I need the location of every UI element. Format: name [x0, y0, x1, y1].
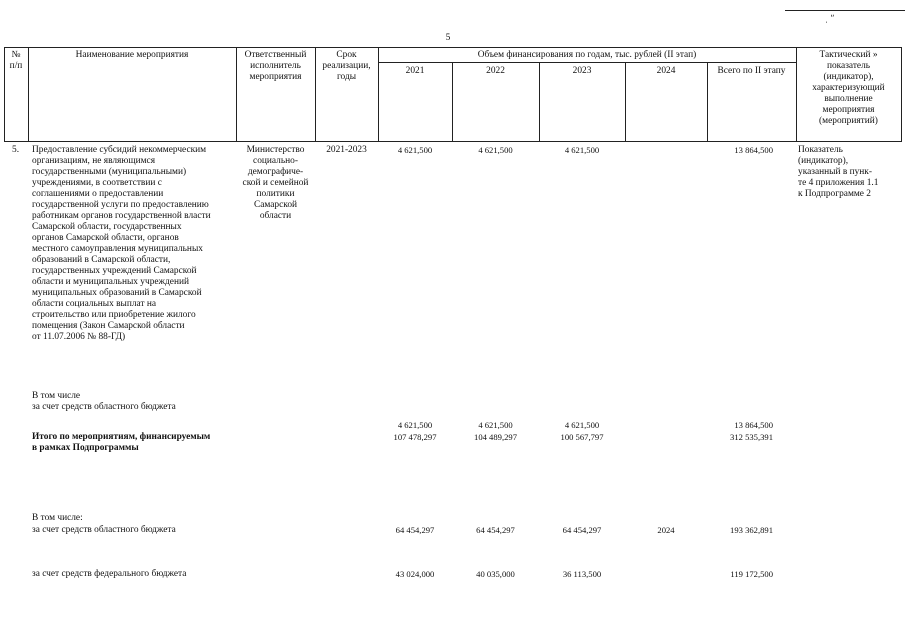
- including-label: В том числе за счет средств областного бюджета: [32, 391, 176, 412]
- header-year-2021: 2021: [405, 66, 425, 76]
- row-value-2021: 4 621,500: [397, 145, 433, 155]
- breakdown-label: В том числе:: [32, 513, 83, 523]
- regional-label: за счет средств областного бюджета: [32, 525, 176, 535]
- page-number: 5: [445, 33, 451, 43]
- row-indicator: Показатель (индикатор), указанный в пунк- те 4 приложения 1.1 к Подпрограмме 2: [798, 145, 879, 199]
- total-value-2021: 107 478,297: [393, 432, 437, 442]
- row-executor: Министерство социально- демографиче- ской и семейной политики Самарской области: [242, 145, 309, 221]
- row-event-name: Предоставление субсидий некоммерческим организациям, не являющимся государственными (муниципальными) учреждениями, в соответствии с соглашениями о предоставлении государственной услуги по предоставлению работникам органов государственной власти Самарской области, государственных органов Самарской области, органов местного самоуправления муниципальных образований в Самарской области, государственных учреждений Самарской области и муниципальных учреждений муниципальных образований в Самарской области социальных выплат на строительство или приобретение жилого помещения (Закон Самарской области от 11.07.2006 № 88-ГД): [32, 145, 211, 342]
- corner-marks: ˌ ʺ: [825, 14, 834, 24]
- header-number: № п/п: [9, 50, 23, 71]
- regional-value-total: 193 362,891: [730, 525, 773, 535]
- including-value-2021: 4 621,500: [397, 420, 433, 430]
- header-executor: Ответственный исполнитель мероприятия: [244, 50, 307, 82]
- total-value-total: 312 535,391: [730, 432, 773, 442]
- regional-value-2021: 64 454,297: [395, 525, 435, 535]
- regional-year-label: 2024: [657, 525, 675, 535]
- federal-value-2022: 40 035,000: [476, 569, 515, 579]
- including-value-2023: 4 621,500: [564, 420, 600, 430]
- header-year-2024: 2024: [656, 66, 676, 76]
- total-value-2022: 104 489,297: [474, 432, 517, 442]
- row-value-2023: 4 621,500: [564, 145, 600, 155]
- federal-label: за счет средств федерального бюджета: [32, 569, 187, 579]
- header-funding: Объем финансирования по годам, тыс. рублей (II этап): [477, 50, 697, 60]
- row-value-2022: 4 621,500: [478, 145, 513, 155]
- total-label: Итого по мероприятиям, финансируемым в рамках Подпрограммы: [32, 432, 211, 453]
- regional-value-2023: 64 454,297: [562, 525, 602, 535]
- header-year-2023: 2023: [572, 66, 592, 76]
- row-term: 2021-2023: [326, 145, 367, 155]
- total-value-2023: 100 567,797: [560, 432, 604, 442]
- top-right-rule: [785, 10, 905, 11]
- regional-value-2022: 64 454,297: [476, 525, 515, 535]
- including-value-2022: 4 621,500: [478, 420, 513, 430]
- row-value-total: 13 864,500: [734, 145, 773, 155]
- header-event-name: Наименование мероприятия: [75, 50, 189, 60]
- federal-value-2021: 43 024,000: [395, 569, 435, 579]
- header-term: Срок реализации, годы: [322, 50, 371, 82]
- header-total-stage: Всего по II этапу: [717, 66, 786, 76]
- row-number: 5.: [12, 145, 20, 155]
- federal-value-total: 119 172,500: [730, 569, 773, 579]
- header-indicator: Тактический » показатель (индикатор), характеризующий выполнение мероприятия (мероприятий): [812, 50, 885, 126]
- including-value-total: 13 864,500: [734, 420, 773, 430]
- header-year-2022: 2022: [486, 66, 505, 76]
- federal-value-2023: 36 113,500: [562, 569, 602, 579]
